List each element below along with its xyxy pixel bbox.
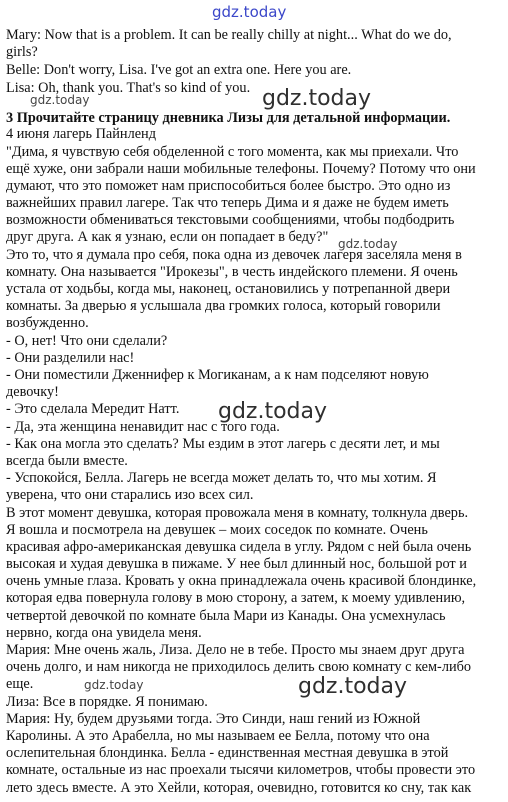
text-line: всегда были вместе. <box>6 453 128 469</box>
text-line: - Они поместили Дженнифер к Могиканам, а к нам подселяют новую <box>6 367 429 383</box>
text-line: очень умные глаза. Кровать у окна принадлежала очень красивой блондинке, <box>6 573 477 589</box>
watermark: gdz.today <box>262 86 372 111</box>
text-line: очень долго, и нам никогда не приходилось делить свою комнату с кем-либо <box>6 659 472 675</box>
text-line: - Они разделили нас! <box>6 350 135 366</box>
text-line: лето здесь вместе. А это Хейли, которая, очевидно, готовится ко сну, так как <box>6 780 472 796</box>
text-line: Мария: Ну, будем друзьями тогда. Это Синди, наш гений из Южной <box>6 711 421 727</box>
text-line: комнаты. За дверью я услышала два громких голоса, который говорили <box>6 298 441 314</box>
text-line: ослепительная блондинка. Белла - единственная местная девушка в этой <box>6 745 449 761</box>
text-line: устала от ходьбы, когда мы, наконец, остановились у потрепанной двери <box>6 281 451 297</box>
text-line: красивая афро-американская девушка сидела в углу. Рядом с ней была очень <box>6 539 472 555</box>
text-line: Каролины. А это Арабелла, но мы называем ее Белла, потому что она <box>6 728 430 744</box>
text-line: Это то, что я думала про себя, пока одна из девочек лагеря заселяла меня в <box>6 247 462 263</box>
text-line: - Как она могла это сделать? Мы ездим в этот лагерь с десяти лет, и мы <box>6 436 440 452</box>
text-line: думают, что это поможет нам приспособиться более быстро. Это одно из <box>6 178 451 194</box>
watermark-top: gdz.today <box>212 3 287 21</box>
text-line: Мария: Мне очень жаль, Лиза. Дело не в тебе. Просто мы знаем друг друга <box>6 642 465 658</box>
text-line: нервно, когда она увидела меня. <box>6 625 202 641</box>
text-line: комнате, остальные из нас проехали тысячи километров, чтобы провести это <box>6 762 476 778</box>
text-line: друг друга. А как я узнаю, если он попадает в беду?" <box>6 229 329 245</box>
section-heading: 3 Прочитайте страницу дневника Лизы для детальной информации. <box>6 110 451 126</box>
text-line: возбужденно. <box>6 315 89 331</box>
text-line: важнейших правил лагере. Так что теперь Дима и я даже не будем иметь <box>6 195 449 211</box>
text-line: девочку! <box>6 384 59 400</box>
watermark: gdz.today <box>30 93 90 107</box>
text-line: комнату. Она называется "Ирокезы", в честь индейского племени. Я очень <box>6 264 458 280</box>
text-line: 4 июня лагерь Пайнленд <box>6 126 156 142</box>
watermark: gdz.today <box>338 237 398 251</box>
text-line: Mary: Now that is a problem. It can be really chilly at night... What do we do, <box>6 27 452 43</box>
watermark: gdz.today <box>298 674 408 699</box>
text-line: уверена, что они старались изо всех сил. <box>6 487 254 503</box>
text-line: которая едва повернула голову в мою сторону, а затем, к моему удивлению, <box>6 590 466 606</box>
text-line: В этот момент девушка, которая провожала меня в комнату, толкнула дверь. <box>6 505 469 521</box>
text-line: ещё хуже, они забрали наши мобильные телефоны. Почему? Потому что они <box>6 161 476 177</box>
watermark: gdz.today <box>84 678 144 692</box>
text-line: еще. <box>6 676 34 692</box>
text-line: - Успокойся, Белла. Лагерь не всегда может делать то, что мы хотим. Я <box>6 470 437 486</box>
text-line: Lisa: Oh, thank you. That's so kind of you. <box>6 80 251 96</box>
text-line: - Да, эта женщина ненавидит нас с того года. <box>6 419 280 435</box>
text-line: - О, нет! Что они сделали? <box>6 333 168 349</box>
text-line: возможности обмениваться текстовыми сообщениями, чтобы подбодрить <box>6 212 455 228</box>
text-line: "Дима, я чувствую себя обделенной с того момента, как мы приехали. Что <box>6 144 459 160</box>
text-line: Я вошла и посмотрела на девушек – моих соседок по комнате. Очень <box>6 522 428 538</box>
text-line: четвертой девочкой по комнате была Мари из Канады. Она усмехнулась <box>6 608 446 624</box>
watermark: gdz.today <box>218 399 328 424</box>
text-line: Лиза: Все в порядке. Я понимаю. <box>6 694 208 710</box>
text-line: - Это сделала Мередит Натт. <box>6 401 180 417</box>
text-line: girls? <box>6 44 38 60</box>
text-line: высокая и худая девушка в пижаме. У нее был длинный нос, большой рот и <box>6 556 467 572</box>
text-line: Belle: Don't worry, Lisa. I've got an extra one. Here you are. <box>6 62 352 78</box>
